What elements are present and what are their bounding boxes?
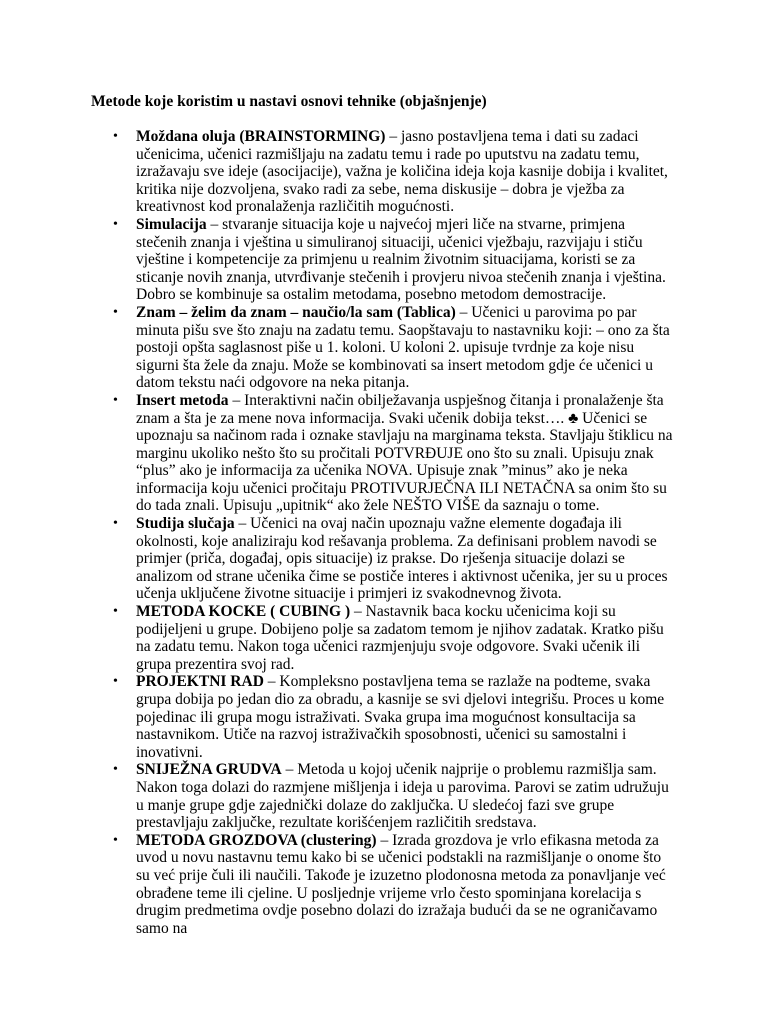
method-description: – Metoda u kojoj učenik najprije o problemu razmišlja sam. Nakon toga dolazi do razmjene mišljenja i ideja u parovima. Parovi se zatim udružuju u manje grupe gdje zajednički dolaze do zaključka. U sledećoj fazi sve grupe prestavljaju zaključke, rezultate korišćenjem različitih sredstava. bbox=[136, 761, 669, 832]
list-item-brainstorming bbox=[113, 128, 676, 216]
bullet-icon: • bbox=[113, 832, 118, 848]
method-description: – Nastavnik baca kocku učenicima koji su podijeljeni u grupe. Dobijeno polje sa zadatom temom je njihov zadatak. Kratko pišu na zadatu temu. Nakon toga učenici razmjenjuju svoje odgovore. Svaki učenik ili grupa prezentira svoj rad. bbox=[136, 603, 664, 673]
list-item-simulacija bbox=[113, 215, 676, 304]
method-term: Znam – želim da znam – naučio/la sam (Tablica) bbox=[136, 303, 456, 321]
method-term: METODA KOCKE ( CUBING ) bbox=[136, 603, 351, 621]
list-item-projektni-rad bbox=[113, 673, 676, 761]
method-description: – Učenici na ovaj način upoznaju važne elemente događaja ili okolnosti, koje analiziraju kod rešavanja problema. Za definisani problem navodi se primjer (priča, događaj, opis situacije) iz prakse. Do rješenja situacije dolazi se analizom od strane učenika čime se postiče interes i aktivnost učenika, jer su u proces učenja uključene životne situacije i primjeri iz svakodnevnog života. bbox=[136, 515, 668, 603]
bullet-icon: • bbox=[113, 604, 118, 620]
method-term: Moždana oluja (BRAINSTORMING) bbox=[136, 128, 386, 145]
method-description: – stvaranje situacija koje u najvećoj mjeri liče na stvarne, primjena stečenih znanja i vještina u simuliranoj situaciji, učenici vježbaju, razvijaju i stiču vještine i kompetencije za primjenu u realnim životnim situacijama, koristi se za sticanje novih znanja, utvrđivanje stečenih i provjeru nivoa stečenih znanja i vještina. Dobro se kombinuje sa ostalim metodama, posebno metodom demostracije. bbox=[136, 215, 666, 304]
methods-list bbox=[113, 128, 676, 937]
method-term: PROJEKTNI RAD bbox=[136, 673, 264, 691]
bullet-icon: • bbox=[113, 129, 118, 144]
bullet-icon: • bbox=[113, 392, 118, 408]
method-term: Studija slučaja bbox=[136, 515, 235, 533]
list-item-metoda-kocke bbox=[113, 603, 676, 673]
method-term: METODA GROZDOVA (clustering) bbox=[136, 831, 377, 849]
list-item-metoda-grozdova bbox=[113, 831, 676, 938]
method-description: – Izrada grozdova je vrlo efikasna metoda za uvod u novu nastavnu temu kako bi se učenici podstakli na razmišljanje o onome što su već prije čuli ili naučili. Takođe je izuzetno plodonosna metoda za ponavljanje već obrađene teme ili cjeline. U posljednje vrijeme vrlo često spominjana korelacija s drugim predmetima ovdje posebno dolazi do izražaja budući da se ne ograničavamo samo na bbox=[136, 831, 666, 937]
method-term: Insert metoda bbox=[136, 391, 229, 409]
bullet-icon: • bbox=[113, 762, 118, 778]
bullet-icon: • bbox=[113, 516, 118, 532]
bullet-icon: • bbox=[113, 674, 118, 690]
method-term: Simulacija bbox=[136, 215, 207, 233]
method-term: SNIJEŽNA GRUDVA bbox=[136, 761, 282, 779]
bullet-icon: • bbox=[113, 304, 118, 320]
method-description: – Učenici u parovima po par minuta pišu sve što znaju na zadatu temu. Saopštavaju to nastavniku koji: – ono za šta postoji opšta saglasnost piše u 1. koloni. U koloni 2. upisuje tvrdnje za koje nisu sigurni šta žele da znaju. Može se kombinovati sa insert metodom gdje će učenici u datom tekstu naći odgovore na neka pitanja. bbox=[136, 303, 670, 392]
list-item-insert bbox=[113, 391, 676, 515]
bullet-icon: • bbox=[113, 216, 118, 232]
method-description: – Interaktivni način obilježavanja uspješnog čitanja i pronalaženje šta znam a šta je za mene nova informacija. Svaki učenik dobija tekst…. ♣ Učenici se upoznaju sa načinom rada i oznake stavljaju na marginama teksta. Stavljaju štiklicu na marginu ukoliko nešto što su pročitali POTVRĐUJE ono što su znali. Upisuju znak “plus” ako je informacija za učenika NOVA. Upisuje znak ”minus” ako je neka informacija koju učenici pročitaju PROTIVURJEČNA ILI NETAČNA sa onim što su do tada znali. Upisuju „upitnik“ ako žele NEŠTO VIŠE da saznaju o tome. bbox=[136, 391, 673, 515]
list-item-studija-slucaja bbox=[113, 515, 676, 603]
list-item-snijezna-grudva bbox=[113, 761, 676, 832]
method-description: – jasno postavljena tema i dati su zadaci učenicima, učenici razmišljaju na zadatu temu i rade po uputstvu na zadatu temu, izražavaju sve ideje (asocijacije), važna je količina ideja koja kasnije dobija i kvalitet, kritika nije dozvoljena, svako radi za sebe, nema diskusije – dobra je vježba za kreativnost kod pronalaženja različitih mogućnosti. bbox=[136, 128, 668, 216]
list-item-znam-zelim bbox=[113, 303, 676, 392]
document-title: Metode koje koristim u nastavi osnovi tehnike (objašnjenje) bbox=[91, 93, 487, 110]
method-description: – Kompleksno postavljena tema se razlaže na podteme, svaka grupa dobija po jedan dio za obradu, a kasnije se svi djelovi integrišu. Proces u kome pojedinac ili grupa mogu istraživati. Svaka grupa ima mogućnost konsultacija sa nastavnikom. Utiče na razvoj istraživačkih sposobnosti, učenici su samostalni i inovativni. bbox=[136, 673, 665, 761]
